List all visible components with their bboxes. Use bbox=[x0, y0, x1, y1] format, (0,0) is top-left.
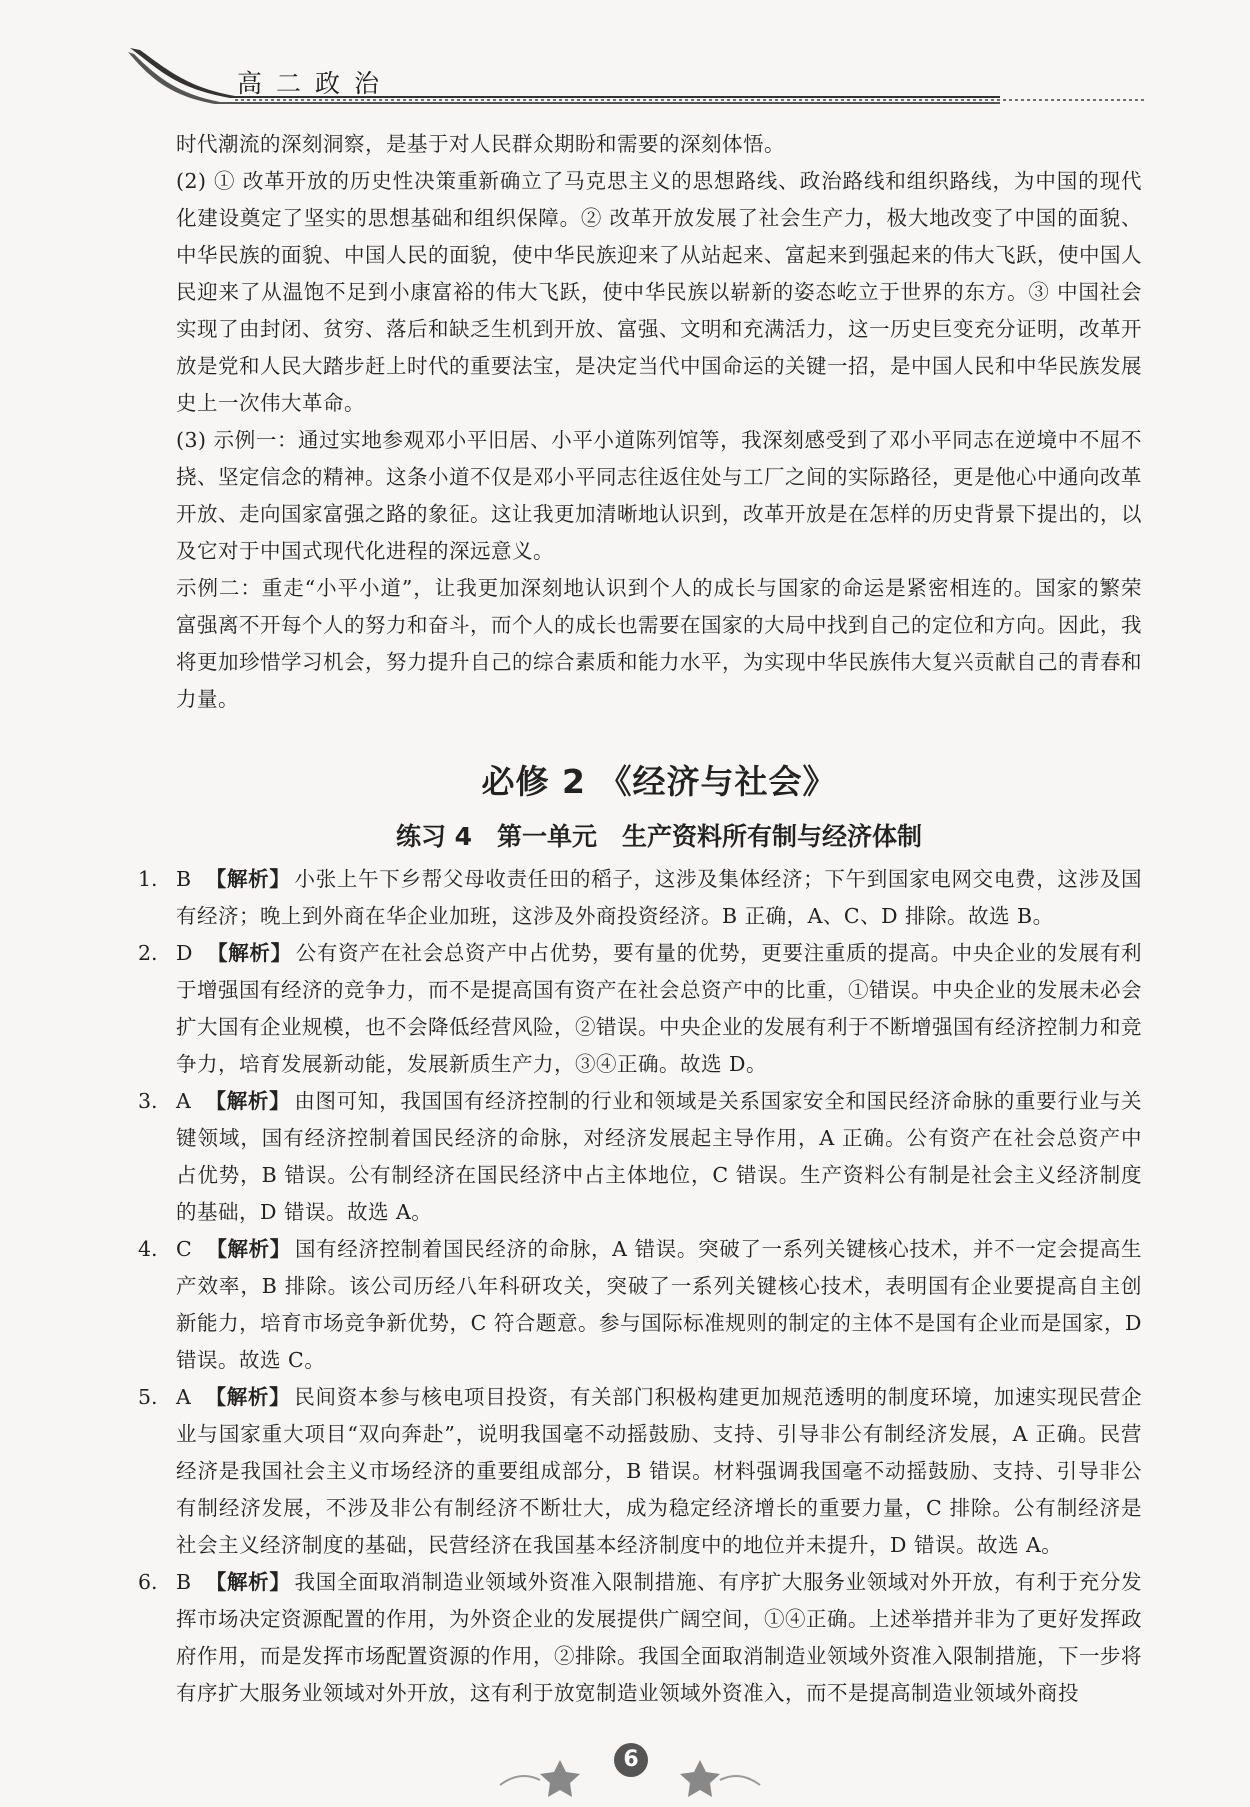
page-number: 6 bbox=[614, 1743, 648, 1777]
item-answer: B bbox=[176, 1570, 192, 1594]
item-answer: B bbox=[176, 867, 192, 891]
item-analysis-text: 由图可知，我国国有经济控制的行业和领域是关系国家安全和国民经济命脉的重要行业与关键领域，国有经济控制着国民经济的命脉，对经济发展起主导作用，A 正确。公有资产在社会总资产中占优势，B 错误。公有制经济在国民经济中占主体地位，C 错误。生产资料公有制是社会主义经济制度的基础，D 错误。故选 A。 bbox=[176, 1089, 1143, 1224]
star-icon bbox=[680, 1760, 720, 1797]
analysis-tag: 【解析】 bbox=[205, 1385, 291, 1409]
item-analysis-text: 公有资产在社会总资产中占优势，要有量的优势，更要注重质的提高。中央企业的发展有利于增强国有经济的竞争力，而不是提高国有资产在社会总资产中的比重，①错误。中央企业的发展未必会扩大国有企业规模，也不会降低经营风险，②错误。中央企业的发展有利于不断增强国有经济控制力和竞争力，培育发展新动能，发展新质生产力，③④正确。故选 D。 bbox=[176, 941, 1143, 1076]
page-content bbox=[138, 126, 1143, 1712]
star-icon bbox=[540, 1760, 580, 1797]
answer-item bbox=[138, 1564, 1143, 1712]
item-number: 5. bbox=[138, 1385, 158, 1409]
section-title: 必修 2 《经济与社会》 bbox=[481, 762, 837, 801]
analysis-tag: 【解析】 bbox=[206, 941, 292, 965]
answer-item bbox=[138, 861, 1143, 935]
intro-paragraph: (3) 示例一：通过实地参观邓小平旧居、小平小道陈列馆等，我深刻感受到了邓小平同志在逆境中不屈不挠、坚定信念的精神。这条小道不仅是邓小平同志往返住处与工厂之间的实际路径，更是他心中通向改革开放、走向国家富强之路的象征。这让我更加清晰地认识到，改革开放是在怎样的历史背景下提出的，以及它对于中国式现代化进程的深远意义。 bbox=[176, 428, 1142, 563]
item-analysis-text: 小张上午下乡帮父母收责任田的稻子，这涉及集体经济；下午到国家电网交电费，这涉及国有经济；晚上到外商在华企业加班，这涉及外商投资经济。B 正确，A、C、D 排除。故选 B。 bbox=[176, 867, 1143, 928]
item-number: 6. bbox=[138, 1570, 158, 1594]
item-analysis-text: 民间资本参与核电项目投资，有关部门积极构建更加规范透明的制度环境，加速实现民营企业与国家重大项目“双向奔赴”，说明我国毫不动摇鼓励、支持、引导非公有制经济发展，A 正确。民营经济是我国社会主义市场经济的重要组成部分，B 错误。材料强调我国毫不动摇鼓励、支持、引导非公有制经济发展，不涉及非公有制经济不断壮大，成为稳定经济增长的重要力量，C 排除。公有制经济是社会主义经济制度的基础，民营经济在我国基本经济制度中的地位并未提升，D 错误。故选 A。 bbox=[176, 1385, 1143, 1557]
item-answer: C bbox=[176, 1237, 193, 1261]
intro-paragraph: (2) ① 改革开放的历史性决策重新确立了马克思主义的思想路线、政治路线和组织路线，为中国的现代化建设奠定了坚实的思想基础和组织保障。② 改革开放发展了社会生产力，极大地改变了中国的面貌、中华民族的面貌、中国人民的面貌，使中华民族迎来了从站起来、富起来到强起来的伟大飞跃，使中国人民迎来了从温饱不足到小康富裕的伟大飞跃，使中华民族以崭新的姿态屹立于世界的东方。③ 中国社会实现了由封闭、贫穷、落后和缺乏生机到开放、富强、文明和充满活力，这一历史巨变充分证明，改革开放是党和人民大踏步赶上时代的重要法宝，是决定当代中国命运的关键一招，是中国人民和中华民族发展史上一次伟大革命。 bbox=[176, 169, 1142, 415]
answer-item bbox=[138, 935, 1143, 1083]
item-number: 2. bbox=[138, 941, 158, 965]
item-answer: A bbox=[176, 1385, 192, 1409]
intro-paragraph: 时代潮流的深刻洞察，是基于对人民群众期盼和需要的深刻体悟。 bbox=[176, 132, 785, 156]
item-number: 3. bbox=[138, 1089, 158, 1113]
item-answer: D bbox=[176, 941, 193, 965]
header-title: 高二政治 bbox=[237, 69, 394, 98]
intro-paragraph: 示例二：重走“小平小道”，让我更加深刻地认识到个人的成长与国家的命运是紧密相连的。国家的繁荣富强离不开每个人的努力和奋斗，而个人的成长也需要在国家的大局中找到自己的定位和方向。因此，我将更加珍惜学习机会，努力提升自己的综合素质和能力水平，为实现中华民族伟大复兴贡献自己的青春和力量。 bbox=[176, 576, 1142, 711]
item-analysis-text: 国有经济控制着国民经济的命脉，A 错误。突破了一系列关键核心技术，并不一定会提高生产效率，B 排除。该公司历经八年科研攻关，突破了一系列关键核心技术，表明国有企业要提高自主创新能力，培育市场竞争新优势，C 符合题意。参与国际标准规则的制定的主体不是国有企业而是国家，D 错误。故选 C。 bbox=[176, 1237, 1143, 1372]
page-header bbox=[0, 0, 1250, 115]
exercise-title: 练习 4 第一单元 生产资料所有制与经济体制 bbox=[395, 822, 923, 851]
analysis-tag: 【解析】 bbox=[205, 1570, 291, 1594]
item-answer: A bbox=[176, 1089, 192, 1113]
item-analysis-text: 我国全面取消制造业领域外资准入限制措施、有序扩大服务业领域对外开放，有利于充分发挥市场决定资源配置的作用，为外资企业的发展提供广阔空间，①④正确。上述举措并非为了更好发挥政府作用，而是发挥市场配置资源的作用，②排除。我国全面取消制造业领域外资准入限制措施，下一步将有序扩大服务业领域对外开放，这有利于放宽制造业领域外资准入，而不是提高制造业领域外商投 bbox=[176, 1570, 1143, 1705]
answer-item bbox=[138, 1231, 1143, 1379]
answer-item bbox=[138, 1379, 1143, 1564]
answer-item bbox=[138, 1083, 1143, 1231]
header-swoosh-decoration bbox=[0, 0, 1250, 115]
analysis-tag: 【解析】 bbox=[205, 867, 291, 891]
analysis-tag: 【解析】 bbox=[206, 1237, 291, 1261]
item-number: 4. bbox=[138, 1237, 158, 1261]
item-number: 1. bbox=[138, 867, 158, 891]
analysis-tag: 【解析】 bbox=[205, 1089, 291, 1113]
